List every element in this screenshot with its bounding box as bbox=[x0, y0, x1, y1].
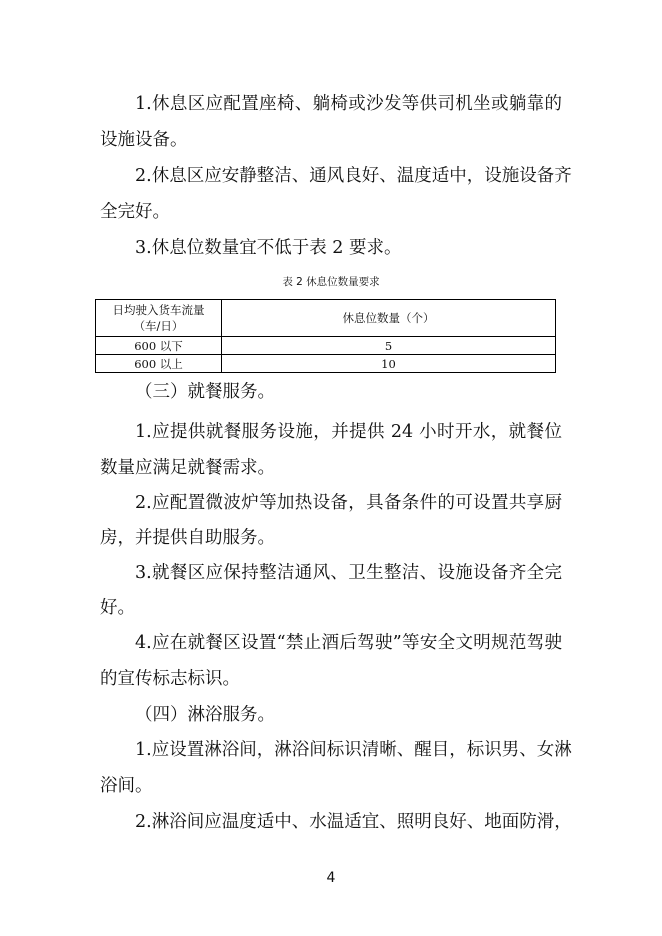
paragraph-line: 2.休息区应安静整洁、通风良好、温度适中，设施设备齐 bbox=[135, 166, 572, 186]
paragraph-line: 数量应满足就餐需求。 bbox=[100, 458, 275, 478]
paragraph-line: 好。 bbox=[100, 598, 135, 618]
paragraph-line: 设施设备。 bbox=[100, 130, 188, 150]
table-caption: 表 2 休息位数量要求 bbox=[282, 276, 380, 288]
paragraph-line: 4.应在就餐区设置“禁止酒后驾驶”等安全文明规范驾驶 bbox=[135, 633, 562, 653]
paragraph-line: 浴间。 bbox=[100, 776, 153, 796]
paragraph-line: 3.就餐区应保持整洁通风、卫生整洁、设施设备齐全完 bbox=[135, 563, 562, 583]
paragraph-line: 1.应设置淋浴间，淋浴间标识清晰、醒目，标识男、女淋 bbox=[135, 740, 572, 760]
header-flow-line1: 日均驶入货车流量 bbox=[112, 303, 205, 317]
table-row bbox=[96, 355, 556, 373]
table-row bbox=[96, 337, 556, 355]
header-flow-line2: （车/日） bbox=[133, 319, 184, 333]
paragraph-line: 1.休息区应配置座椅、躺椅或沙发等供司机坐或躺靠的 bbox=[135, 94, 562, 114]
cell-flow: 600 以下 bbox=[96, 337, 222, 355]
section-heading: （三）就餐服务。 bbox=[135, 382, 275, 402]
page-number: 4 bbox=[326, 870, 336, 886]
paragraph-line: 全完好。 bbox=[100, 202, 170, 222]
paragraph-line: 1.应提供就餐服务设施，并提供 24 小时开水，就餐位 bbox=[135, 422, 562, 442]
header-cell-count: 休息位数量（个） bbox=[222, 300, 556, 337]
requirements-table bbox=[95, 299, 556, 373]
paragraph-line: 2.应配置微波炉等加热设备，具备条件的可设置共享厨 bbox=[135, 493, 562, 513]
header-cell-flow bbox=[96, 300, 222, 337]
table-header-row bbox=[96, 300, 556, 337]
cell-count: 10 bbox=[222, 355, 556, 373]
cell-flow: 600 以上 bbox=[96, 355, 222, 373]
cell-count: 5 bbox=[222, 337, 556, 355]
section-heading: （四）淋浴服务。 bbox=[135, 705, 275, 725]
paragraph-line: 房，并提供自助服务。 bbox=[100, 528, 275, 548]
paragraph-line: 3.休息位数量宜不低于表 2 要求。 bbox=[135, 238, 402, 258]
paragraph-line: 的宣传标志标识。 bbox=[100, 669, 240, 689]
paragraph-line: 2.淋浴间应温度适中、水温适宜、照明良好、地面防滑， bbox=[135, 812, 572, 832]
